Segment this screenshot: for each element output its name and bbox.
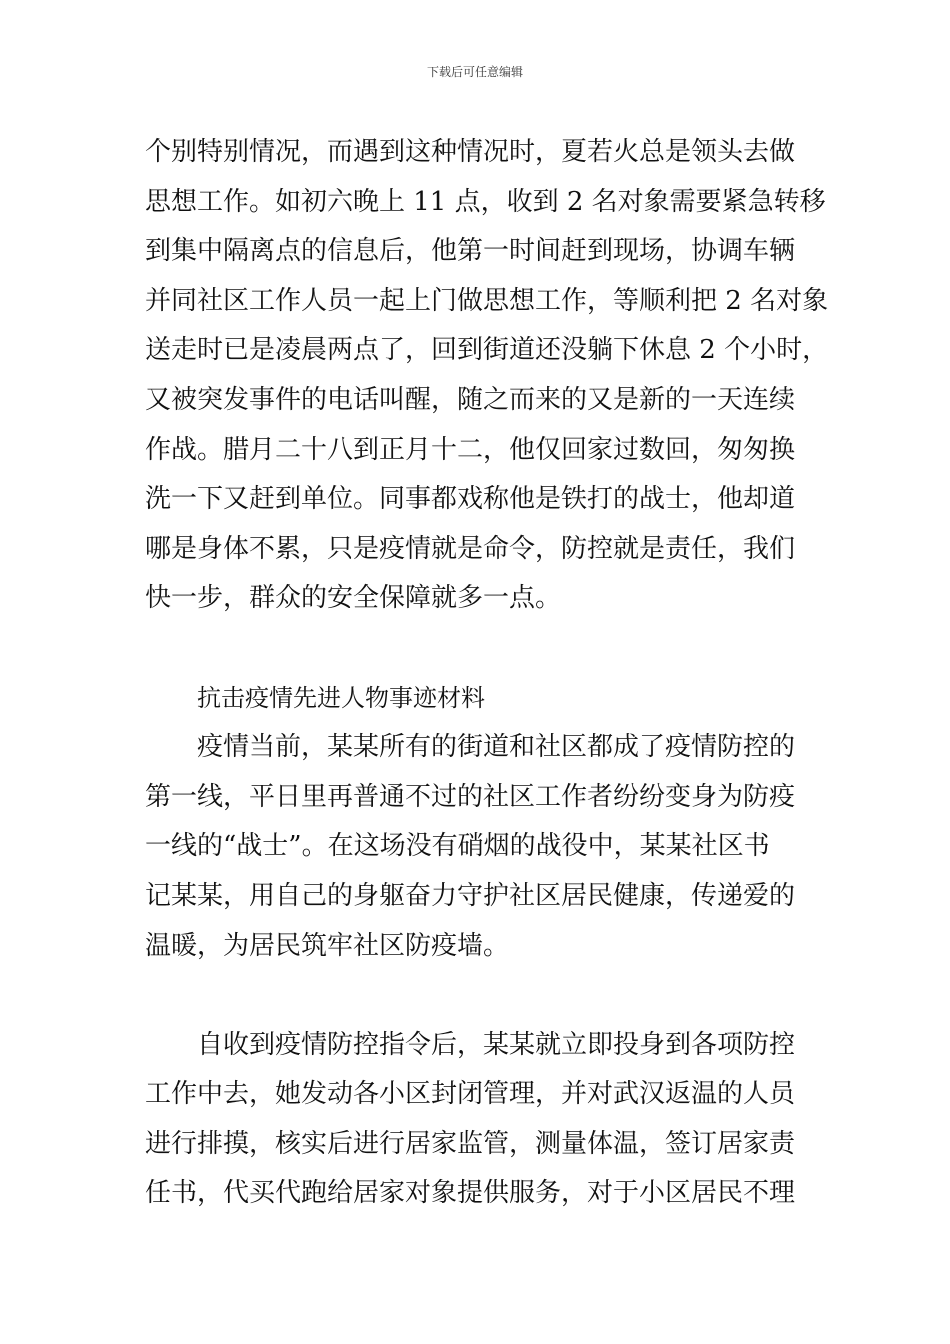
paragraph-spacer [145,624,815,674]
section-title: 抗击疫情先进人物事迹材料 [197,683,485,712]
paragraph-spacer [145,971,815,1021]
paragraph-line: 工作中去，她发动各小区封闭管理，并对武汉返温的人员 [145,1079,796,1110]
paragraph-line: 任书，代买代跑给居家对象提供服务，对于小区居民不理 [145,1178,796,1209]
paragraph-3 [145,1021,815,1219]
paragraph-line: 送走时已是凌晨两点了，回到街道还没躺下休息 2 个小时， [145,335,829,366]
paragraph-line: 一线的“战士”。在这场没有硝烟的战役中，某某社区书 [145,831,770,862]
paragraph-line: 疫情当前，某某所有的街道和社区都成了疫情防控的 [197,732,796,763]
paragraph-line: 快一步，群众的安全保障就多一点。 [145,583,562,614]
page-header: 下载后可任意编辑 [426,65,523,79]
paragraph-line: 进行排摸，核实后进行居家监管，测量体温，签订居家责 [145,1128,796,1159]
paragraph-line: 并同社区工作人员一起上门做思想工作，等顺利把 2 名对象 [145,285,829,316]
paragraph-line: 哪是身体不累，只是疫情就是命令，防控就是责任，我们 [145,533,796,564]
paragraph-line: 思想工作。如初六晚上 11 点，收到 2 名对象需要紧急转移 [145,186,826,217]
paragraph-line: 洗一下又赶到单位。同事都戏称他是铁打的战士，他却道 [145,484,796,515]
paragraph-1 [145,128,829,624]
paragraph-line: 个别特别情况，而遇到这种情况时，夏若火总是领头去做 [145,137,796,167]
paragraph-line: 温暖，为居民筑牢社区防疫墙。 [145,930,510,961]
paragraph-line: 自收到疫情防控指令后，某某就立即投身到各项防控 [197,1029,796,1060]
paragraph-line: 到集中隔离点的信息后，他第一时间赶到现场，协调车辆 [145,236,796,267]
paragraph-line: 又被突发事件的电话叫醒，随之而来的又是新的一天连续 [145,384,796,415]
paragraph-line: 第一线，平日里再普通不过的社区工作者纷纷变身为防疫 [145,781,796,812]
paragraph-line: 作战。腊月二十八到正月十二，他仅回家过数回，匆匆换 [145,434,796,465]
document-body [145,128,829,1219]
paragraph-2 [145,723,815,971]
paragraph-line: 记某某，用自己的身躯奋力守护社区居民健康，传递爱的 [145,880,796,911]
